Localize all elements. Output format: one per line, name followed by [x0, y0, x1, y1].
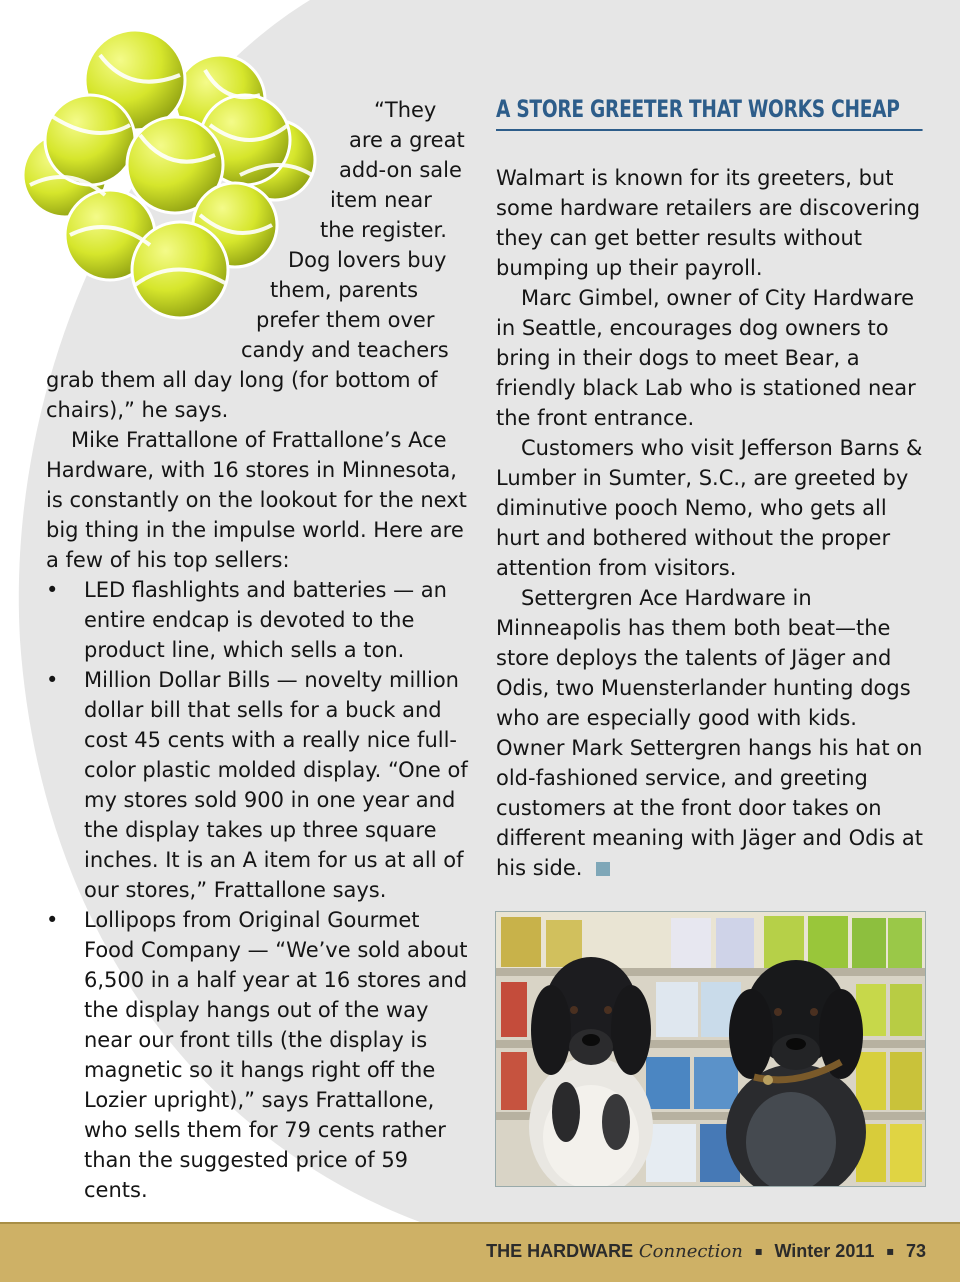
section-headline: A STORE GREETER THAT WORKS CHEAP: [496, 95, 923, 131]
list-item: [46, 905, 471, 1205]
article-paragraph: [496, 583, 926, 883]
list-item-text: LED flashlights and batteries — an entire endcap is devoted to the product line, which sells a ton.: [84, 578, 447, 662]
article-paragraph: Walmart is known for its greeters, but some hardware retailers are discovering they can get better results without bumping up their payroll.: [496, 166, 921, 280]
list-item: [46, 665, 471, 905]
page-footer: [0, 1222, 960, 1282]
quote-line: are a great: [349, 128, 465, 152]
separator-icon: ▪: [886, 1244, 895, 1258]
article-paragraph-text: Settergren Ace Hardware in Minneapolis has them both beat—the store deploys the talents of Jäger and Odis, two Muensterlander hunting dogs who are especially good with kids. Owner Mark Settergren hangs his hat on old-fashioned service, and greeting customers at the front door takes on different meaning with Jäger and Odis at his side.: [496, 586, 924, 880]
list-item: [46, 575, 471, 665]
footer-credit: [486, 1241, 926, 1262]
article-paragraph: Marc Gimbel, owner of City Hardware in Seattle, encourages dog owners to bring in their dogs to meet Bear, a friendly black Lab who is stationed near the front entrance.: [496, 286, 916, 430]
article-paragraph: Customers who visit Jefferson Barns & Lumber in Sumter, S.C., are greeted by diminutive pooch Nemo, who gets all hurt and bothered without the proper attention from visitors.: [496, 436, 923, 580]
quote-line: add-on sale: [339, 158, 462, 182]
quote-line: them, parents: [270, 278, 419, 302]
bullet-icon: •: [46, 668, 59, 692]
quote-line: Dog lovers buy: [288, 248, 447, 272]
intro-paragraph: Mike Frattallone of Frattallone’s Ace Hardware, with 16 stores in Minnesota, is constantly on the lookout for the next big thing in the impulse world. Here are a few of his top sellers:: [46, 428, 467, 572]
separator-icon: ▪: [754, 1244, 763, 1258]
quote-line: candy and teachers: [241, 338, 449, 362]
top-sellers-list: [46, 575, 471, 1205]
quote-line: “They: [374, 98, 437, 122]
quote-end: grab them all day long (for bottom of chairs),” he says.: [46, 368, 438, 422]
issue-season: Winter 2011: [774, 1241, 875, 1261]
magazine-name: THE HARDWARE: [486, 1241, 634, 1261]
quote-line: the register.: [320, 218, 447, 242]
left-column: [46, 95, 471, 1205]
right-column: [496, 95, 926, 883]
dogs-in-store-photo: [495, 911, 926, 1187]
list-item-text: Lollipops from Original Gourmet Food Company — “We’ve sold about 6,500 in a half year at 16 stores and the display hangs out of the way near our front tills (the display is magnetic so it hangs right off the Lozier upright),” says Frattallone, who sells them for 79 cents rather than the suggested price of 59 cents.: [84, 908, 468, 1202]
pull-quote: [46, 95, 471, 425]
magazine-name-italic: Connection: [638, 1241, 743, 1262]
quote-line: prefer them over: [256, 308, 435, 332]
bullet-icon: •: [46, 578, 59, 602]
end-of-article-icon: [596, 862, 610, 876]
page-number: 73: [905, 1241, 926, 1261]
quote-line: item near: [330, 188, 432, 212]
list-item-text: Million Dollar Bills — novelty million dollar bill that sells for a buck and cost 45 cents with a really nice full-color plastic molded display. “One of my stores sold 900 in one year and the display takes up three square inches. It is an A item for us at all of our stores,” Frattallone says.: [84, 668, 468, 902]
bullet-icon: •: [46, 908, 59, 932]
